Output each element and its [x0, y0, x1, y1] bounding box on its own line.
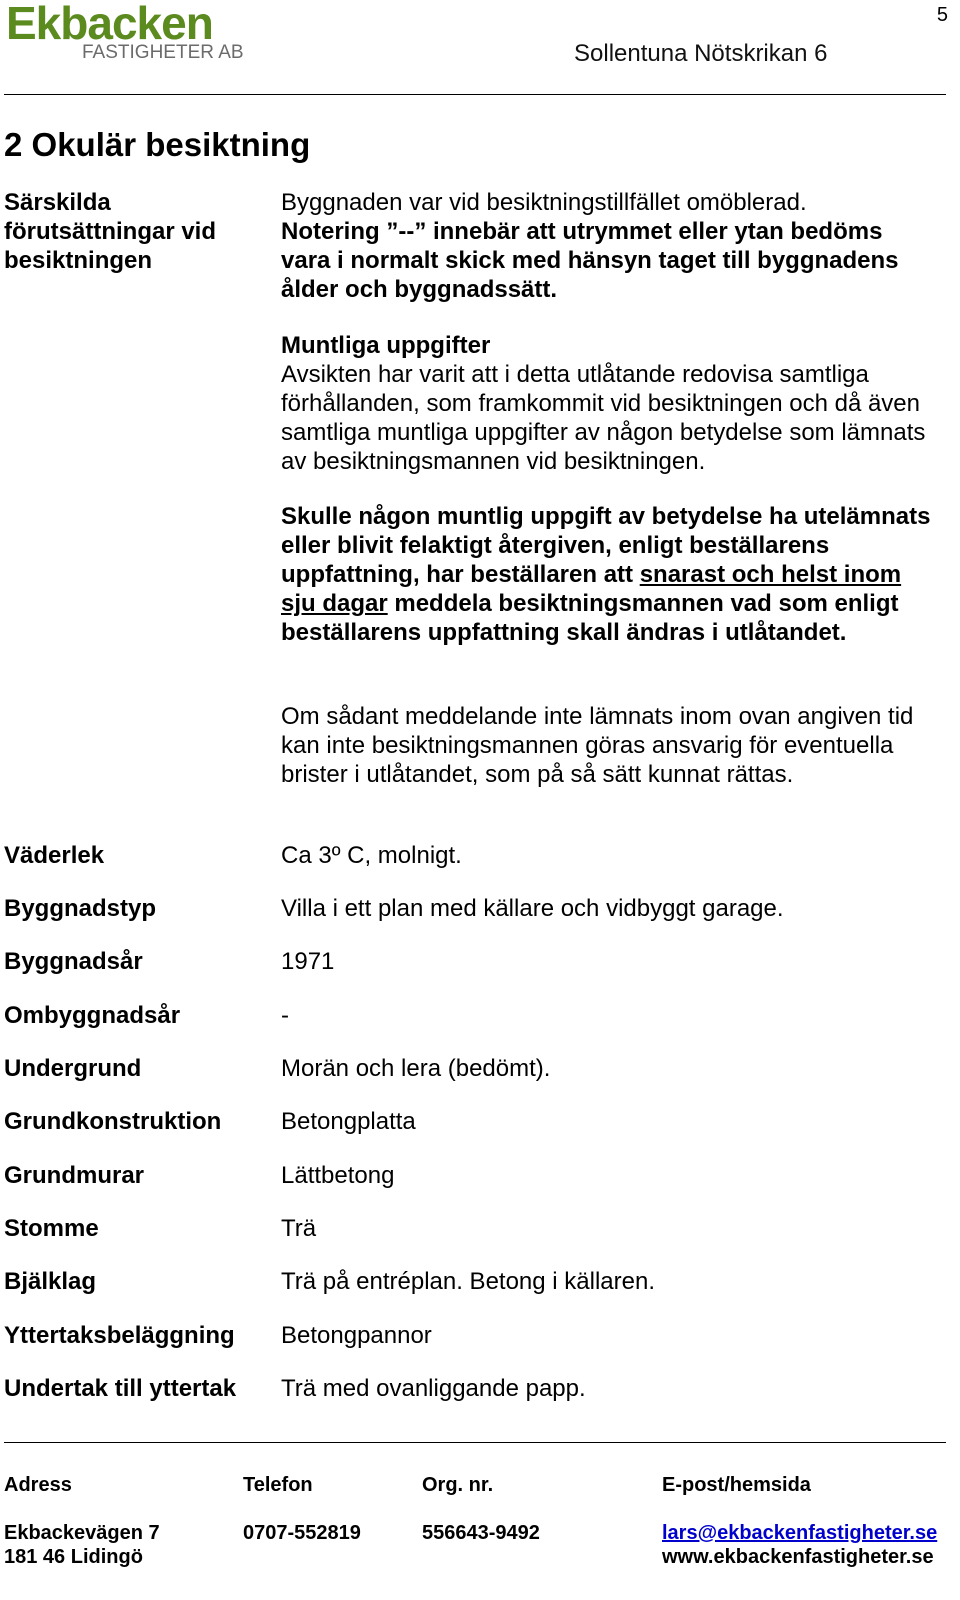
fact-value-foundation: Betongplatta — [281, 1108, 416, 1135]
fact-label-year-built: Byggnadsår — [4, 948, 143, 975]
special-conditions-label-line1: Särskilda — [4, 189, 111, 216]
fact-label-building-type: Byggnadstyp — [4, 895, 157, 922]
logo-subtitle: FASTIGHETER AB — [82, 42, 244, 63]
fact-value-foundation-walls: Lättbetong — [281, 1162, 395, 1189]
notation-note: Notering ”--” innebär att utrymmet eller ytan bedöms vara i normalt skick med hänsyn taget till byggnadens ålder och byggnadssätt. — [281, 218, 899, 303]
oral-info-block — [281, 331, 931, 476]
fact-label-floor-structure: Bjälklag — [4, 1268, 97, 1295]
special-conditions-label-line2: förutsättningar vid — [4, 218, 217, 245]
fact-label-renovation-year: Ombyggnadsår — [4, 1002, 181, 1029]
footer-email-link[interactable]: lars@ekbackenfastigheter.se — [662, 1522, 938, 1544]
footer-email-heading: E-post/hemsida — [662, 1474, 811, 1496]
company-logo — [4, 0, 334, 70]
document-subject: Sollentuna Nötskrikan 6 — [574, 40, 828, 67]
liability-disclaimer: Om sådant meddelande inte lämnats inom ovan angiven tid kan inte besiktningsmannen göras ansvarig för eventuella brister i utlåtandet, som på så sätt kunnat rättas. — [281, 703, 914, 788]
fact-value-weather: Ca 3º C, molnigt. — [281, 842, 462, 869]
footer-address-line2: 181 46 Lidingö — [4, 1546, 143, 1568]
fact-label-weather: Väderlek — [4, 842, 105, 869]
footer-phone: 0707-552819 — [243, 1522, 361, 1544]
footer-divider — [4, 1442, 946, 1443]
omission-warning-part2: meddela besiktningsmannen vad som enligt beställarens uppfattning skall ändras i utlåtandet. — [281, 590, 899, 646]
fact-value-renovation-year: - — [281, 1002, 289, 1029]
footer-contact — [662, 1521, 937, 1569]
footer-address-line1: Ekbackevägen 7 — [4, 1522, 160, 1544]
footer-website[interactable]: www.ekbackenfastigheter.se — [662, 1546, 934, 1568]
footer-phone-heading: Telefon — [243, 1474, 313, 1496]
special-conditions-label — [4, 188, 216, 275]
fact-label-roof-underlay: Undertak till yttertak — [4, 1375, 237, 1402]
page-number: 5 — [936, 4, 948, 26]
special-conditions-label-line3: besiktningen — [4, 247, 153, 274]
fact-value-roof-covering: Betongpannor — [281, 1322, 432, 1349]
footer-address — [4, 1521, 160, 1569]
footer-address-heading: Adress — [4, 1474, 72, 1496]
fact-value-building-type: Villa i ett plan med källare och vidbyggt garage. — [281, 895, 784, 922]
header-divider — [4, 94, 946, 95]
fact-value-floor-structure: Trä på entréplan. Betong i källaren. — [281, 1268, 656, 1295]
unfurnished-note: Byggnaden var vid besiktningstillfället omöblerad. — [281, 189, 807, 216]
omission-warning — [281, 502, 931, 647]
oral-info-text: Avsikten har varit att i detta utlåtande redovisa samtliga förhållanden, som framkommit vid besiktningen och då även samtliga muntliga uppgifter av någon betydelse som lämnats av besiktningsmannen vid besiktningen. — [281, 361, 926, 475]
omission-warning-part1: Skulle någon muntlig uppgift av betydelse ha utelämnats eller blivit felaktigt återgiven, enligt beställarens uppfattning, har beställaren att — [281, 503, 931, 588]
fact-value-subsoil: Morän och lera (bedömt). — [281, 1055, 551, 1082]
fact-label-subsoil: Undergrund — [4, 1055, 142, 1082]
fact-label-roof-covering: Yttertaksbeläggning — [4, 1322, 235, 1349]
fact-label-frame: Stomme — [4, 1215, 99, 1242]
deadline-emphasis: snarast och helst inom sju dagar — [281, 561, 902, 617]
section-title: 2 Okulär besiktning — [4, 126, 311, 163]
fact-label-foundation-walls: Grundmurar — [4, 1162, 145, 1189]
logo-wordmark: Ekbacken — [6, 0, 213, 49]
footer-org-number: 556643-9492 — [422, 1522, 540, 1544]
fact-value-frame: Trä — [281, 1215, 317, 1242]
fact-value-roof-underlay: Trä med ovanliggande papp. — [281, 1375, 586, 1402]
footer-org-heading: Org. nr. — [422, 1474, 494, 1496]
special-conditions-text — [281, 188, 931, 304]
fact-value-year-built: 1971 — [281, 948, 335, 975]
fact-label-foundation: Grundkonstruktion — [4, 1108, 222, 1135]
oral-info-heading: Muntliga uppgifter — [281, 332, 491, 359]
